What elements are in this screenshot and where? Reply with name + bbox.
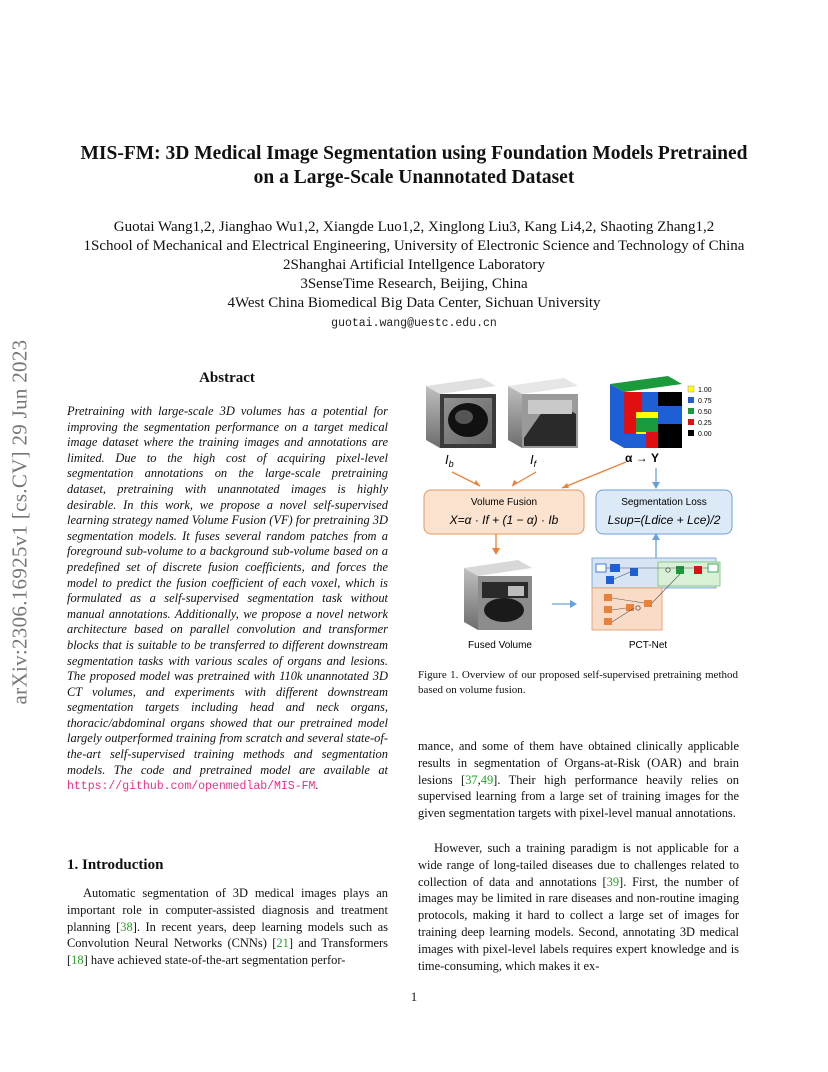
author-list: Guotai Wang1,2, Jianghao Wu1,2, Xiangde Luo1,2, Xinglong Liu3, Kang Li4,2, Shaoting Zhang1,2 <box>113 219 715 235</box>
abstract-heading: Abstract <box>199 370 255 386</box>
label-ib: $I_b$ <box>445 452 454 469</box>
legend-swatch-3 <box>688 408 694 414</box>
legend-label-5: 0.00 <box>698 431 712 438</box>
citation-link[interactable]: 18 <box>71 953 84 968</box>
legend-swatch-5 <box>688 430 694 436</box>
label-if: $I_f$ <box>530 452 537 469</box>
author-email[interactable]: guotai.wang@uestc.edu.cn <box>331 317 497 330</box>
foreground-volume-image <box>508 378 578 448</box>
affiliation-3: 3SenseTime Research, Beijing, China <box>300 276 528 292</box>
intro-paragraph: Automatic segmentation of 3D medical images plays an important role in computer-assisted diagnosis and treatment planning [38]. In recent years, deep learning models such as Convolution Neural Networks (CNNs) [21] and Transformers [18] have achieved state-of-the-art segmentation perfor- <box>67 886 388 968</box>
fused-volume-image <box>464 560 532 630</box>
right-paragraph-2: However, such a training paradigm is not applicable for a wide range of long-tailed diseases due to challenges related to collection of data and annotations [39]. First, the number of images may be limited in rare diseases and non-routine imaging protocols, making it hard to collect a large set of images for training deep learning models. Second, annotating 3D medical images with pixel-level labels requires expert knowledge and is time-consuming, which makes it ex- <box>418 841 740 973</box>
color-legend <box>688 386 712 438</box>
title-line-1: MIS-FM: 3D Medical Image Segmentation using Foundation Models Pretrained <box>80 143 748 164</box>
legend-label-3: 0.50 <box>698 409 712 416</box>
figure-1 <box>412 372 742 660</box>
title-line-2: on a Large-Scale Unannotated Dataset <box>253 167 575 188</box>
figure-caption: Figure 1. Overview of our proposed self-supervised pretraining method based on volume fusion. <box>418 669 738 696</box>
affiliation-1: 1School of Mechanical and Electrical Engineering, University of Electronic Science and Technology of China <box>83 238 745 254</box>
legend-label-2: 0.75 <box>698 398 712 405</box>
fused-volume-label: Fused Volume <box>468 640 532 651</box>
arxiv-id: arXiv:2306.16925v1 [cs.CV] 29 Jun 2023 <box>7 339 32 705</box>
legend-label-1: 1.00 <box>698 387 712 394</box>
citation-link[interactable]: 38 <box>120 919 133 934</box>
legend-swatch-4 <box>688 419 694 425</box>
citation-link[interactable]: 37 <box>465 772 478 787</box>
legend-label-4: 0.25 <box>698 420 712 427</box>
affiliation-4: 4West China Biomedical Big Data Center, Sichuan University <box>227 295 601 311</box>
code-link[interactable]: https://github.com/openmedlab/MIS-FM <box>67 780 316 794</box>
fusion-coefficient-cube <box>610 376 682 448</box>
volume-fusion-formula: X=α · If + (1 − α) · Ib <box>449 513 559 527</box>
affiliation-2: 2Shanghai Artificial Intellgence Laboratory <box>283 257 545 273</box>
legend-swatch-2 <box>688 397 694 403</box>
section-title: 1. Introduction <box>67 857 164 873</box>
segmentation-loss-title: Segmentation Loss <box>621 497 707 508</box>
pct-net-diagram <box>592 558 720 630</box>
page-number: 1 <box>410 990 418 1004</box>
right-paragraph-1: mance, and some of them have obtained clinically applicable results in segmentation of Organs-at-Risk (OAR) and brain lesions [37,49]. Their high performance heavily relies on supervised learning from a large set of training images for the given segmentation targets with pixel-level manual annotations. <box>418 739 739 821</box>
legend-swatch-1 <box>688 386 694 392</box>
paper-title <box>0 142 828 190</box>
citation-link[interactable]: 49 <box>480 772 494 787</box>
volume-fusion-title: Volume Fusion <box>470 497 538 508</box>
pct-net-label: PCT-Net <box>628 640 668 651</box>
citation-link[interactable]: 39 <box>606 874 620 889</box>
abstract-body: Pretraining with large-scale 3D volumes has a potential for improving the segmentation performance on a target medical image dataset where the training images and annotations are limited. Due to the high cost of acquiring pixel-level segmentation annotations on the large-scale pretraining dataset, pretraining with unannotated images is highly desirable. In this work, we propose a novel self-supervised learning strategy named Volume Fusion (VF) for pretraining 3D segmentation models. It fuses several random patches from a foreground sub-volume to a background sub-volume based on a predefined set of discrete fusion coefficients, and forces the model to predict the fusion coefficient of each voxel, which is formulated as a self-supervised segmentation task without manual annotations. Additionally, we propose a novel network architecture based on parallel convolution and transformer blocks that is suitable to be transferred to different downstream segmentation tasks with various scales of organs and lesions. The proposed model was pretrained with 110k unannotated 3D CT volumes, and experiments with different downstream segmentation targets including head and neck organs, thoracic/abdominal organs showed that our pretrained model largely outperformed training from scratch and several state-of-the-art self-supervised training methods and segmentation models. The code and pretrained model are available at https://github.com/openmedlab/MIS-FM. <box>67 404 388 794</box>
segmentation-loss-formula: Lsup=(Ldice + Lce)/2 <box>607 513 721 527</box>
abstract-text: Pretraining with large-scale 3D volumes has a potential for improving the segmentation performance on a target medical image dataset where the training images and annotations are limited. Due to the high cost of acquiring pixel-level segmentation annotations on the large-scale pretraining dataset, pretraining with unannotated images is highly desirable. In this work, we propose a novel self-supervised learning strategy named Volume Fusion (VF) for pretraining 3D segmentation models. It fuses several random patches from a foreground sub-volume to a background sub-volume based on a predefined set of discrete fusion coefficients, and forces the model to predict the fusion coefficient of each voxel, which is formulated as a self-supervised segmentation task without manual annotations. Additionally, we propose a novel network architecture based on parallel convolution and transformer blocks that is suitable to be transferred to different downstream segmentation tasks with various scales of organs and lesions. The proposed model was pretrained with 110k unannotated 3D CT volumes, and experiments with different downstream segmentation targets including head and neck organs, thoracic/abdominal organs showed that our pretrained model largely outperformed training from scratch and several state-of-the-art self-supervised training methods and segmentation models. The code and pretrained model are available at <box>67 404 388 777</box>
citation-link[interactable]: 21 <box>276 936 289 951</box>
author-block <box>0 218 828 313</box>
label-alpha-y: α → Y <box>625 451 660 465</box>
background-volume-image <box>426 378 496 448</box>
